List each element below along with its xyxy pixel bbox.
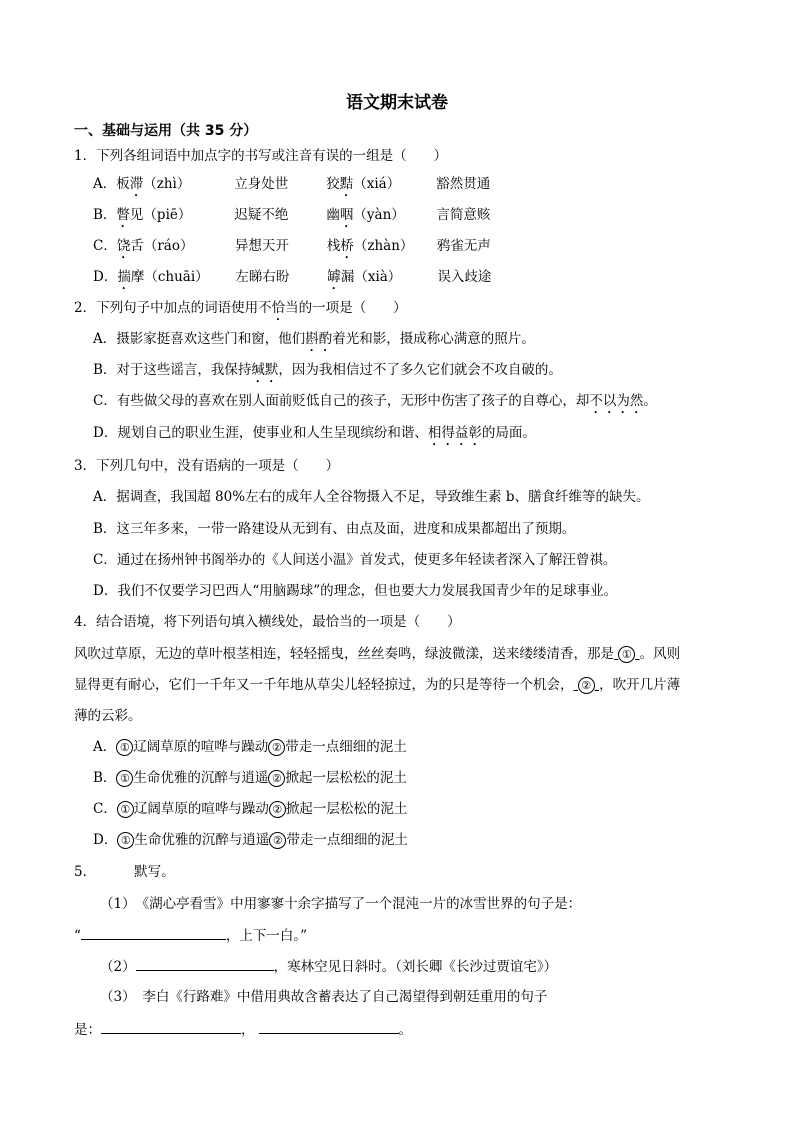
pinyin: （ráo） [143,238,194,254]
question-1-option-a [93,174,490,200]
dotted-char: 黠 [339,176,354,192]
word-1 [116,205,234,231]
text: ，因为我相信过不了多久它们就会不攻自破的。 [278,362,562,378]
marker-2: ② [268,739,285,756]
text: 生命优雅的沉醉与逍遥 [134,832,270,848]
text: 。 [643,393,657,409]
dotted-char: 饶 [116,238,131,254]
question-2-option-d [93,423,536,449]
text: 带走一点细细的泥土 [286,832,408,848]
word-1 [116,174,234,200]
pinyin: （xiá） [353,176,401,192]
page-title: 语文期末试卷 [346,93,448,113]
question-5-sub-2 [100,956,557,977]
text: 掀起一层松松的泥土 [285,770,407,786]
question-3-option-a: A．据调查，我国超 80%左右的成年人全谷物摄入不足，导致维生素 b、膳食纤维等的缺失。 [93,489,650,505]
question-4-passage-line-1 [74,644,680,664]
word-4: 豁然贯通 [436,176,491,192]
text: （2） [100,959,136,975]
section-heading: 一、基础与运用（共 35 分） [74,123,258,139]
text: 当的一项是（ ） [285,300,407,316]
char: 板 [116,176,130,192]
blank-marker: ① [618,646,635,663]
fill-blank-2 [574,677,600,693]
option-label: C． [93,238,117,254]
dotted-text: 缄默 [251,362,279,378]
char: 栈 [326,238,341,254]
text: ，寒林空见日斜时。（刘长卿《长沙过贾谊宅》） [273,959,558,975]
text: ，上下一白。” [225,928,308,944]
question-4-stem: 4．结合语境，将下列语句填入横线处，最恰当的一项是（ ） [74,614,461,630]
word-3 [326,174,436,200]
word-2: 异想天开 [234,238,289,254]
text: 生命优雅的沉醉与逍遥 [133,770,269,786]
char: 漏 [340,269,355,285]
text: 的局面。 [481,425,536,441]
word-2: 迟疑不绝 [234,207,289,223]
text: D．规划自己的职业生涯，使事业和人生呈现缤纷和谐、 [93,425,428,441]
word-4: 误入歧途 [437,269,492,285]
text: 辽阔草原的喧哗与躁动 [133,739,269,755]
option-label: B． [93,770,117,786]
question-4-option-a [93,737,407,757]
pinyin: （piē） [143,207,192,223]
word-1 [117,236,235,262]
text: A．摄影家挺喜欢这些门和窗，他们 [93,331,306,347]
question-4-option-c [93,799,407,819]
question-3-option-d: D．我们不仅要学习巴西人“用脑踢球”的理念，但也要大力发展我国青少年的足球事业。 [93,583,618,599]
marker-1: ① [116,739,133,756]
question-2-option-b [93,360,562,386]
char: 摩 [130,269,145,285]
text: 显得更有耐心，它们一千年又一千年地从草尖儿轻轻掠过，为的只是等待一个机会， [74,677,574,693]
text: “ [74,928,81,944]
dotted-text: 不以为然 [589,393,644,409]
pinyin: （zhàn） [353,238,414,254]
question-4-option-b [93,768,407,788]
marker-2: ② [269,832,286,849]
question-5-stem [74,862,175,882]
text: 是： [74,1022,101,1038]
word-3 [326,205,436,231]
dotted-char: 滞 [129,176,144,192]
answer-blank[interactable] [259,1019,399,1034]
char: 幽 [326,207,340,223]
marker-1: ① [117,832,134,849]
question-3-option-c: C．通过在扬州钟书阁举办的《人间送小温》首发式，使更多年轻读者深入了解汪曾祺。 [93,552,617,568]
option-label: A． [93,739,117,755]
pinyin: （yàn） [353,207,405,223]
word-3 [327,236,437,262]
dotted-char: 咽 [339,207,354,223]
marker-2: ② [268,770,285,787]
text: 。 [398,1022,412,1038]
answer-blank[interactable] [136,956,274,971]
pinyin: （chuāi） [144,269,209,285]
question-1-option-d [93,267,491,293]
dotted-char: 揣 [117,269,131,285]
text: 2．下列句子中加点的词语使用不 [74,300,272,316]
dotted-char: 桥 [340,238,354,254]
question-2-stem [74,298,407,324]
word-1 [117,267,235,293]
question-1-stem: 1．下列各组词语中加点字的书写或注音有误的一组是（ ） [74,148,448,164]
pinyin: （xià） [354,269,402,285]
marker-1: ① [116,770,133,787]
question-4-passage-line-3: 薄的云彩。 [74,708,142,724]
text: 掀起一层松松的泥土 [285,801,408,817]
question-3-stem: 3．下列几句中，没有语病的一项是（ ） [74,458,340,474]
text: B．对于这些谣言，我保持 [93,362,252,378]
text: ， [241,1022,255,1038]
answer-blank[interactable] [81,925,226,940]
text: C．有些做父母的喜欢在别人面前贬低自己的孩子，无形中伤害了孩子的自尊心，却 [93,393,590,409]
pinyin: （zhì） [143,176,191,192]
text: 风吹过草原，无边的草叶根茎相连，轻轻摇曳，丝丝奏鸣，绿波微漾，送来缕缕清香，那是 [74,646,614,662]
question-3-option-b: B．这三年多来，一带一路建设从无到有、由点及面，进度和成果都超出了预期。 [93,521,576,537]
word-3 [327,267,437,293]
question-1-option-c [93,236,491,262]
word-4: 言简意赅 [436,207,491,223]
text: 带走一点细细的泥土 [285,739,407,755]
char: 见 [129,207,144,223]
marker-2: ② [269,801,286,818]
option-label: B． [93,207,117,223]
dotted-text: 斟酌 [305,331,333,347]
option-label: D． [93,832,118,848]
dotted-char: 罅 [327,269,341,285]
question-5-sub-3-answer [74,1019,412,1040]
question-2-option-c [93,391,657,417]
question-2-option-a [93,329,535,355]
text: 辽阔草原的喧哗与躁动 [133,801,269,817]
question-5-sub-1: （1） 《湖心亭看雪》中用寥寥十余字描写了一个混沌一片的冰雪世界的句子是： [100,896,582,912]
word-2: 立身处世 [234,176,289,192]
option-label: D． [93,269,118,285]
char: 狡 [326,176,340,192]
dotted-text: 恰 [271,300,286,316]
text: 着光和影，摄成称心满意的照片。 [332,331,535,347]
fill-blank-1 [614,646,640,662]
question-number: 5． [74,864,97,880]
word-2: 左睇右盼 [235,269,290,285]
question-5-sub-3: （3） 李白《行路难》中借用典故含蓄表达了自己渴望得到朝廷重用的句子 [100,989,548,1005]
dotted-text: 相得益彰 [427,425,482,441]
dotted-char: 瞥 [116,207,130,223]
question-4-option-d [93,830,408,850]
marker-1: ① [117,801,134,818]
char: 舌 [130,238,144,254]
text: 。风则 [639,646,681,662]
text: 默写。 [134,864,175,880]
option-label: C． [93,801,117,817]
word-4: 鸦雀无声 [436,238,491,254]
question-1-option-b [93,205,490,231]
blank-marker: ② [578,677,595,694]
answer-blank[interactable] [101,1019,241,1034]
question-4-passage-line-2 [74,675,680,695]
option-label: A． [93,176,117,192]
question-5-sub-1-answer [74,925,307,946]
text: ，吹开几片薄 [599,677,681,693]
